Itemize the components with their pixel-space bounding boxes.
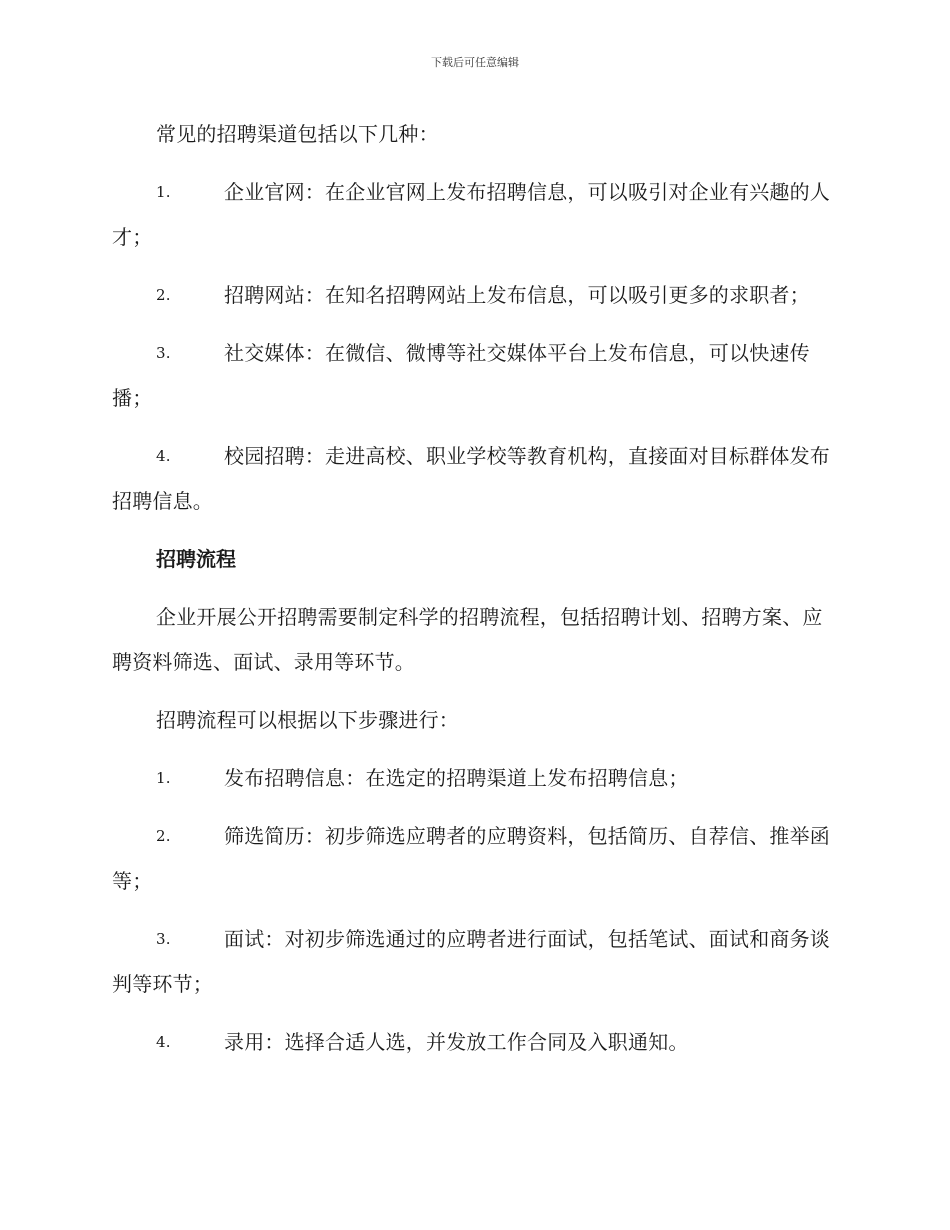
list-item-text: 校园招聘：走进高校、职业学校等教育机构，直接面对目标群体发布招聘信息。 (112, 444, 830, 513)
section-heading: 招聘流程 (156, 547, 236, 571)
channel-item-1 (112, 170, 836, 260)
list-number: 2. (156, 827, 171, 845)
list-item-text: 面试：对初步筛选通过的应聘者进行面试，包括笔试、面试和商务谈判等环节； (112, 927, 830, 996)
step-item-2 (112, 814, 836, 904)
list-item-text: 发布招聘信息：在选定的招聘渠道上发布招聘信息； (224, 766, 689, 790)
list-number: 4. (156, 447, 171, 465)
list-number: 4. (156, 1033, 171, 1051)
section-paragraph: 企业开展公开招聘需要制定科学的招聘流程，包括招聘计划、招聘方案、应聘资料筛选、面试、录用等环节。 (112, 605, 823, 674)
list-number: 2. (156, 286, 171, 304)
list-number: 3. (156, 930, 171, 948)
list-number: 1. (156, 183, 171, 201)
list-item-text: 招聘网站：在知名招聘网站上发布信息，可以吸引更多的求职者； (224, 283, 810, 307)
document-body (112, 112, 836, 1078)
list-number: 1. (156, 769, 171, 787)
list-item-text: 社交媒体：在微信、微博等社交媒体平台上发布信息，可以快速传播； (112, 341, 810, 410)
list-item-text: 录用：选择合适人选，并发放工作合同及入职通知。 (224, 1030, 689, 1054)
steps-intro: 招聘流程可以根据以下步骤进行： (156, 708, 459, 732)
channel-item-3 (112, 331, 836, 421)
list-item-text: 企业官网：在企业官网上发布招聘信息，可以吸引对企业有兴趣的人才； (112, 180, 830, 249)
step-item-1 (112, 756, 836, 801)
channels-intro: 常见的招聘渠道包括以下几种： (156, 122, 439, 146)
step-item-3 (112, 917, 836, 1007)
list-item-text: 筛选简历：初步筛选应聘者的应聘资料，包括简历、自荐信、推举函等； (112, 824, 830, 893)
channel-item-2 (112, 273, 836, 318)
page-header: 下载后可任意编辑 (431, 56, 519, 69)
list-number: 3. (156, 344, 171, 362)
step-item-4 (112, 1020, 836, 1065)
channel-item-4 (112, 434, 836, 524)
